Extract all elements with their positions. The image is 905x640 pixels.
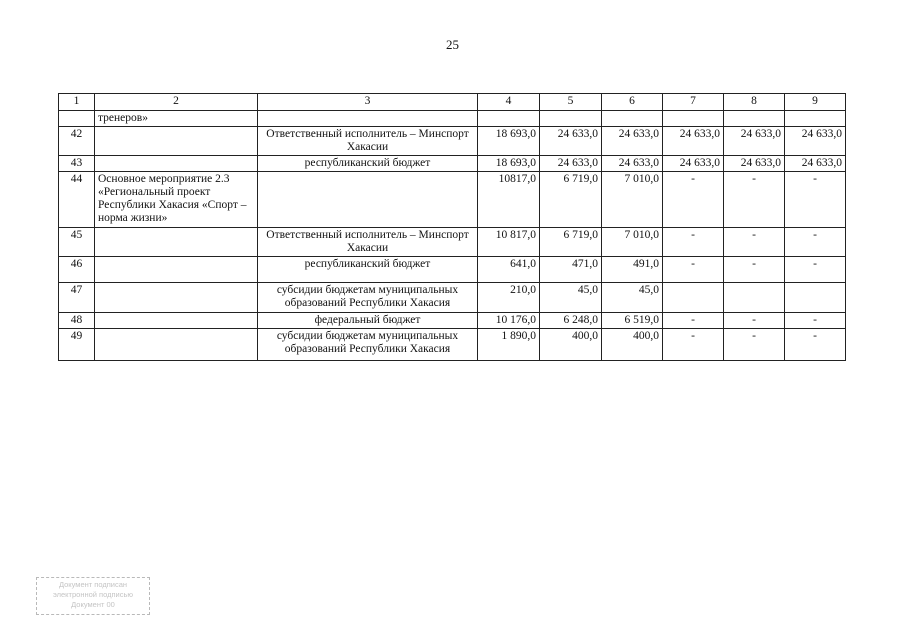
amount-cell: 18 693,0 xyxy=(478,127,540,156)
amount-cell: - xyxy=(724,228,785,257)
table-row xyxy=(59,283,846,313)
amount-cell: 7 010,0 xyxy=(602,172,663,228)
funding-source-cell: субсидии бюджетам муниципальных образований Республики Хакасия xyxy=(258,283,478,313)
amount-cell: 18 693,0 xyxy=(478,156,540,172)
amount-cell xyxy=(724,111,785,127)
table-row xyxy=(59,111,846,127)
amount-cell: 24 633,0 xyxy=(724,156,785,172)
electronic-signature-stamp xyxy=(36,577,150,615)
table-row xyxy=(59,228,846,257)
amount-cell xyxy=(478,111,540,127)
amount-cell: 6 719,0 xyxy=(540,172,602,228)
row-number-cell: 46 xyxy=(59,257,95,283)
budget-table xyxy=(58,93,846,361)
amount-cell: 10 176,0 xyxy=(478,313,540,329)
amount-cell: 24 633,0 xyxy=(602,156,663,172)
stamp-line: Документ 00 xyxy=(71,600,115,609)
amount-cell: 1 890,0 xyxy=(478,329,540,361)
page-number: 25 xyxy=(446,37,459,52)
amount-cell: 400,0 xyxy=(540,329,602,361)
activity-name-cell xyxy=(95,257,258,283)
amount-cell: 24 633,0 xyxy=(540,156,602,172)
amount-cell: - xyxy=(785,172,846,228)
amount-cell: 24 633,0 xyxy=(785,156,846,172)
funding-source-cell: республиканский бюджет xyxy=(258,156,478,172)
funding-source-cell: Ответственный исполнитель – Минспорт Хакасии xyxy=(258,127,478,156)
funding-source-cell xyxy=(258,172,478,228)
column-header: 6 xyxy=(602,94,663,111)
amount-cell: 400,0 xyxy=(602,329,663,361)
table-row xyxy=(59,127,846,156)
table-row xyxy=(59,313,846,329)
amount-cell: 45,0 xyxy=(540,283,602,313)
table-header-row xyxy=(59,94,846,111)
amount-cell: - xyxy=(663,228,724,257)
row-number-cell: 49 xyxy=(59,329,95,361)
amount-cell: 7 010,0 xyxy=(602,228,663,257)
amount-cell: 10817,0 xyxy=(478,172,540,228)
activity-name-cell xyxy=(95,283,258,313)
column-header: 7 xyxy=(663,94,724,111)
amount-cell: 24 633,0 xyxy=(540,127,602,156)
activity-name-cell: Основное мероприятие 2.3 «Региональный проект Республики Хакасия «Спорт – норма жизни» xyxy=(95,172,258,228)
amount-cell: 6 719,0 xyxy=(540,228,602,257)
amount-cell: - xyxy=(663,257,724,283)
amount-cell: 24 633,0 xyxy=(785,127,846,156)
column-header: 9 xyxy=(785,94,846,111)
activity-name-cell: тренеров» xyxy=(95,111,258,127)
amount-cell: - xyxy=(663,172,724,228)
amount-cell: 24 633,0 xyxy=(724,127,785,156)
amount-cell: - xyxy=(663,329,724,361)
funding-source-cell: Ответственный исполнитель – Минспорт Хакасии xyxy=(258,228,478,257)
table-row xyxy=(59,172,846,228)
row-number-cell: 42 xyxy=(59,127,95,156)
amount-cell: - xyxy=(724,257,785,283)
amount-cell: - xyxy=(785,313,846,329)
column-header: 2 xyxy=(95,94,258,111)
activity-name-cell xyxy=(95,156,258,172)
amount-cell: - xyxy=(724,329,785,361)
table-row xyxy=(59,257,846,283)
amount-cell: 210,0 xyxy=(478,283,540,313)
amount-cell: - xyxy=(785,257,846,283)
table-row xyxy=(59,329,846,361)
amount-cell xyxy=(663,283,724,313)
funding-source-cell xyxy=(258,111,478,127)
amount-cell: 45,0 xyxy=(602,283,663,313)
activity-name-cell xyxy=(95,127,258,156)
column-header: 8 xyxy=(724,94,785,111)
amount-cell xyxy=(602,111,663,127)
amount-cell: 471,0 xyxy=(540,257,602,283)
amount-cell xyxy=(663,111,724,127)
stamp-line: электронной подписью xyxy=(52,590,134,599)
amount-cell: - xyxy=(724,172,785,228)
row-number-cell: 48 xyxy=(59,313,95,329)
activity-name-cell xyxy=(95,313,258,329)
amount-cell xyxy=(785,111,846,127)
amount-cell: 491,0 xyxy=(602,257,663,283)
table-row xyxy=(59,156,846,172)
column-header: 4 xyxy=(478,94,540,111)
stamp-line: Документ подписан xyxy=(58,580,128,589)
row-number-cell: 43 xyxy=(59,156,95,172)
amount-cell: 24 633,0 xyxy=(663,127,724,156)
amount-cell: 24 633,0 xyxy=(602,127,663,156)
column-header: 3 xyxy=(258,94,478,111)
funding-source-cell: субсидии бюджетам муниципальных образований Республики Хакасия xyxy=(258,329,478,361)
amount-cell: - xyxy=(785,329,846,361)
column-header: 1 xyxy=(59,94,95,111)
amount-cell xyxy=(785,283,846,313)
amount-cell: 10 817,0 xyxy=(478,228,540,257)
amount-cell xyxy=(724,283,785,313)
amount-cell: 6 248,0 xyxy=(540,313,602,329)
amount-cell: 6 519,0 xyxy=(602,313,663,329)
row-number-cell: 45 xyxy=(59,228,95,257)
row-number-cell: 44 xyxy=(59,172,95,228)
amount-cell: 641,0 xyxy=(478,257,540,283)
funding-source-cell: республиканский бюджет xyxy=(258,257,478,283)
amount-cell: - xyxy=(724,313,785,329)
amount-cell: 24 633,0 xyxy=(663,156,724,172)
column-header: 5 xyxy=(540,94,602,111)
amount-cell: - xyxy=(663,313,724,329)
amount-cell: - xyxy=(785,228,846,257)
amount-cell xyxy=(540,111,602,127)
activity-name-cell xyxy=(95,329,258,361)
row-number-cell xyxy=(59,111,95,127)
row-number-cell: 47 xyxy=(59,283,95,313)
activity-name-cell xyxy=(95,228,258,257)
funding-source-cell: федеральный бюджет xyxy=(258,313,478,329)
